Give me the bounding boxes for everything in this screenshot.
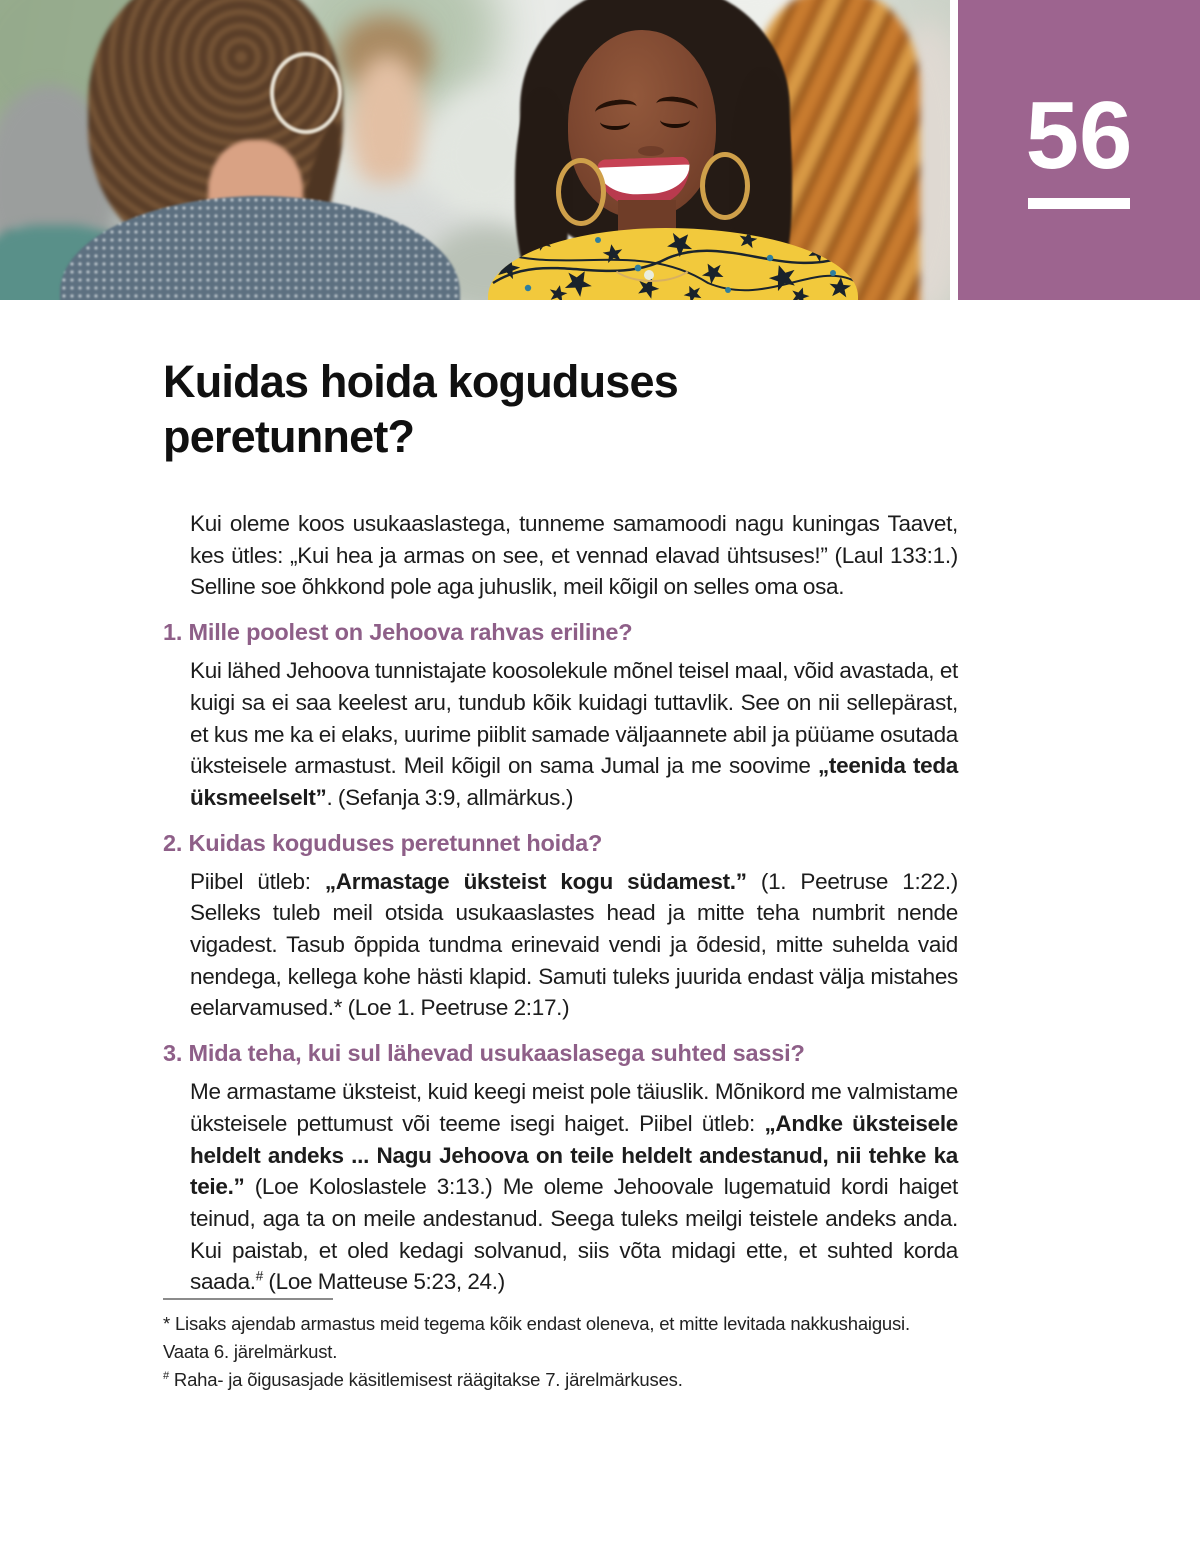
footnotes (163, 1310, 958, 1394)
section-2-heading: 2. Kuidas koguduses peretunnet hoida? (163, 829, 603, 856)
lesson-number: 56 (1025, 82, 1133, 189)
photo-main-woman-eye (600, 114, 630, 130)
header-gutter (950, 0, 958, 300)
section-1-heading: 1. Mille poolest on Jehoova rahvas eriline? (163, 619, 633, 646)
photo-hoop-earring (270, 52, 342, 134)
section-3-heading: 3. Mida teha, kui sul lähevad usukaaslasega suhted sassi? (163, 1040, 805, 1067)
photo-necklace-pendant (644, 270, 654, 280)
section-1-paragraph: Kui lähed Jehoova tunnistajate koosolekule mõnel teisel maal, võid avastada, et kuigi sa ei saa keelest aru, tundub kõik kuidagi tuttavlik. See on nii sellepärast, et kus me ka ei elaks, uurime piiblit samade väljaannete abil ja püüame osutada üksteisele armastust. Meil kõigil on sama Jumal ja me soovime „teenida teda üksmeelselt”. (Sefanja 3:9, allmärkus.) (190, 658, 959, 810)
photo-hoop-earring (700, 152, 750, 220)
section-2-paragraph: Piibel ütleb: „Armastage üksteist kogu südamest.” (1. Peetruse 1:22.) Selleks tuleb meil otsida usukaaslastes head ja mitte teha numbrit nende vigadest. Tasub õppida tundma erinevaid vendi ja õdesid, mitte suhelda vaid nendega, kellega kohe hästi klapid. Samuti tuleks juurida endast välja mistahes eelarvamused.* (Loe 1. Peetruse 2:17.) (190, 868, 958, 1021)
header-photo (0, 0, 950, 300)
footnote-2: # Raha- ja õigusasjade käsitlemisest räägitakse 7. järelmärkuses. (163, 1369, 683, 1391)
intro-paragraph: Kui oleme koos usukaaslastega, tunneme samamoodi nagu kuningas Taavet, kes ütles: „Kui hea ja armas on see, et vennad elavad ühtsuses!” (Laul 133:1.) Selline soe õhkkond pole aga juhuslik, meil kõigil on selles oma osa. (190, 511, 958, 600)
article-content (0, 354, 958, 1394)
photo-main-woman-nose-shadow (638, 146, 664, 156)
page-header (0, 0, 1200, 300)
lesson-number-underline (1028, 198, 1130, 209)
lesson-number-badge (958, 0, 1200, 300)
page-title: Kuidas hoida koguduses peretunnet? (163, 356, 678, 462)
photo-hoop-earring (556, 158, 606, 226)
section-3-paragraph: Me armastame üksteist, kuid keegi meist pole täiuslik. Mõnikord me valmistame üksteisele pettumust või teeme isegi haiget. Piibel ütleb: „Andke üksteisele heldelt andeks ... Nagu Jehoova on teile heldelt andestanud, nii tehke ka teie.” (Loe Koloslastele 3:13.) Me oleme Jehoovale lugematuid kordi haiget teinud, aga ta on meile andestanud. Seega tuleks meilgi teistele andeks anda. Kui paistab, et oled kedagi solvanud, siis võta midagi ette, et suhted korda saada.# (Loe Matteuse 5:23, 24.) (190, 1079, 958, 1295)
photo-main-woman-eye (660, 112, 690, 128)
footnote-separator (163, 1298, 333, 1300)
footnote-1: * Lisaks ajendab armastus meid tegema kõik endast oleneva, et mitte levitada nakkushaigusi. Vaata 6. järelmärkust. (163, 1313, 910, 1363)
photo-background-man-face (350, 55, 425, 195)
